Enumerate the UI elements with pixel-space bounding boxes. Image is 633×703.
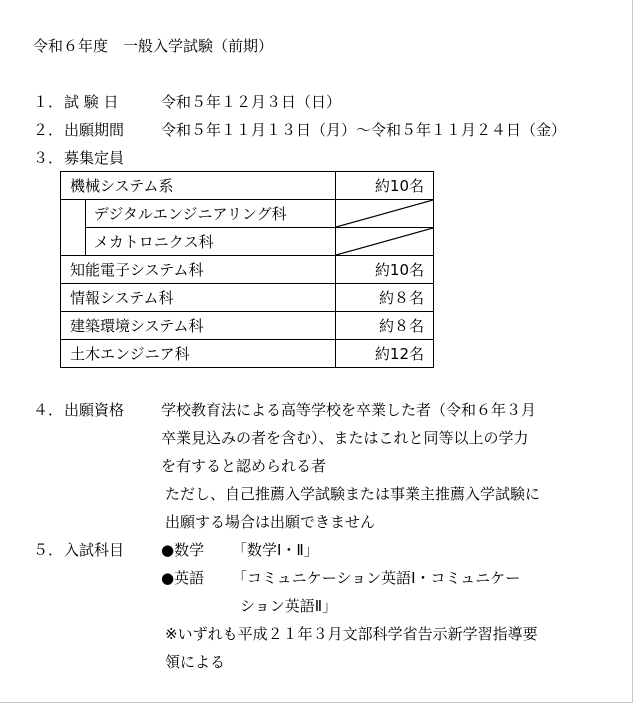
qualification-line: 出願する場合は出願できません	[165, 513, 376, 531]
item-number: ３．	[33, 149, 64, 167]
item-value-application-period: 令和５年１１月１３日（月）～令和５年１１月２４日（金）	[161, 121, 567, 139]
item-number: ４．	[33, 401, 64, 419]
quota-dept-name: 建築環境システム科	[61, 312, 336, 340]
item-label-application-period: 出願期間	[64, 121, 125, 139]
quota-dept-name: 情報システム科	[61, 284, 336, 312]
subject-english-label: ●英語	[161, 569, 205, 587]
quota-indent-cell	[61, 200, 86, 256]
subject-math-label: ●数学	[161, 541, 205, 559]
table-row	[61, 228, 434, 256]
qualification-line: 卒業見込みの者を含む）、またはこれと同等以上の学力	[161, 429, 529, 447]
subjects-note: ※いずれも平成２１年３月文部科学省告示新学習指導要	[165, 625, 538, 643]
quota-dept-name: 知能電子システム科	[61, 256, 336, 284]
quota-empty-cell	[336, 228, 434, 256]
subject-english-value-cont: ション英語Ⅱ」	[240, 597, 338, 615]
quota-empty-cell	[336, 200, 434, 228]
table-row	[61, 312, 434, 340]
diagonal-line	[336, 200, 433, 227]
qualification-line: 学校教育法による高等学校を卒業した者（令和６年３月	[161, 401, 537, 419]
document-heading: 令和６年度 一般入学試験（前期）	[33, 37, 274, 55]
table-row	[61, 200, 434, 228]
qualification-line: を有すると認められる者	[161, 457, 327, 475]
quota-dept-count: 約10名	[336, 256, 434, 284]
table-row	[61, 284, 434, 312]
item-value-exam-date: 令和５年１２月３日（日）	[161, 93, 342, 111]
subject-english-value: 「コミュニケーション英語Ⅰ・コミュニケー	[232, 569, 521, 587]
quota-sub-name: デジタルエンジニアリング科	[85, 200, 335, 228]
item-number: ２．	[33, 121, 64, 139]
item-label-exam-date: 試 験 日	[64, 93, 119, 111]
table-row	[61, 172, 434, 200]
quota-dept-name: 土木エンジニア科	[61, 340, 336, 368]
item-number: １．	[33, 93, 64, 111]
quota-sub-name: メカトロニクス科	[85, 228, 335, 256]
quota-dept-count: 約８名	[336, 312, 434, 340]
diagonal-line	[336, 228, 433, 255]
quota-group-name: 機械システム系	[61, 172, 336, 200]
table-row	[61, 340, 434, 368]
quota-table	[60, 171, 434, 368]
qualification-line: ただし、自己推薦入学試験または事業主推薦入学試験に	[165, 485, 541, 503]
table-row	[61, 256, 434, 284]
item-label-quota: 募集定員	[64, 149, 125, 167]
quota-dept-count: 約12名	[336, 340, 434, 368]
item-label-qualification: 出願資格	[64, 401, 125, 419]
subject-math-value: 「数学Ⅰ・Ⅱ」	[232, 541, 319, 559]
quota-dept-count: 約８名	[336, 284, 434, 312]
item-label-subjects: 入試科目	[64, 541, 125, 559]
subjects-note: 領による	[165, 653, 226, 671]
item-number: ５．	[33, 541, 64, 559]
quota-group-count: 約10名	[336, 172, 434, 200]
